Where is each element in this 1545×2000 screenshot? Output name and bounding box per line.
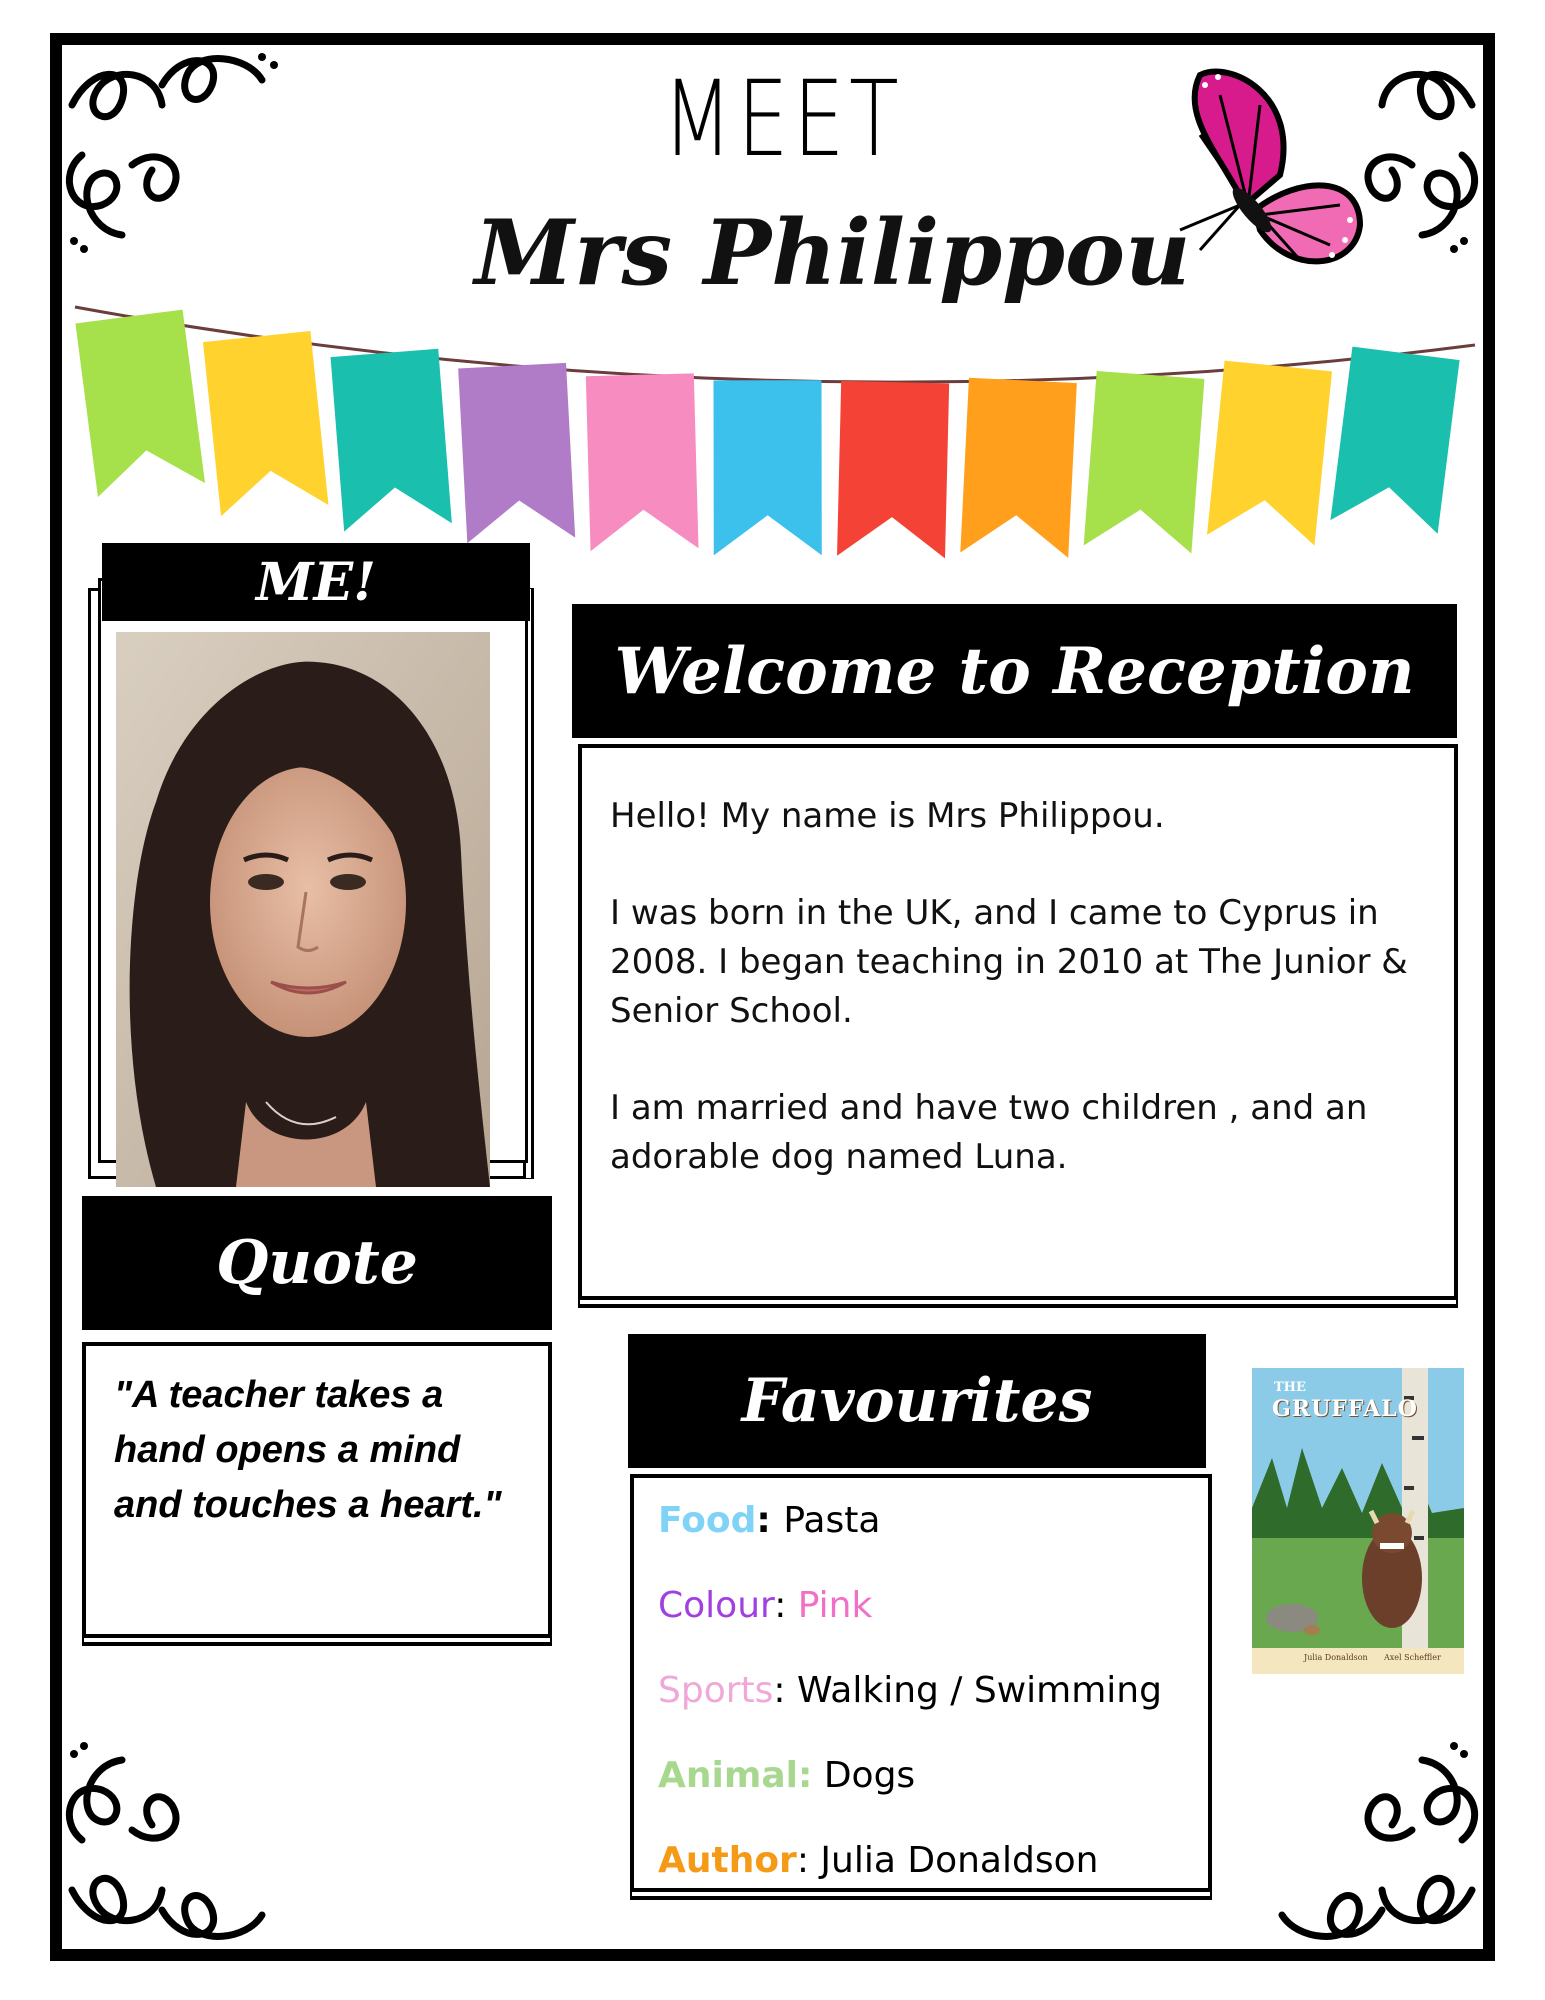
title-teacher-name: Mrs Philippou [474,200,1191,306]
bunting-flag [837,381,949,559]
favourite-separator: : [756,1500,784,1541]
favourite-item-food [658,1478,1208,1563]
favourites-title-bar: Favourites [628,1334,1206,1468]
favourite-item-sports [658,1648,1208,1733]
favourite-item-author [658,1818,1208,1903]
favourite-label: Author [658,1840,797,1881]
quote-title-bar: Quote [82,1196,552,1330]
favourite-label: Colour [658,1585,775,1626]
welcome-paragraph: Hello! My name is Mrs Philippou. [610,796,1165,836]
book-title: GRUFFALO [1272,1396,1418,1422]
teacher-photo [116,632,490,1187]
favourites-list-box [630,1474,1212,1892]
bunting-flag [714,380,822,555]
favourite-separator: : [796,1840,821,1881]
favourite-value: Pink [797,1585,873,1626]
title-meet: MEET [662,58,904,180]
favourite-separator: : [773,1670,797,1711]
bunting-flag [1084,371,1205,554]
welcome-paragraph: I am married and have two children , and an adorable dog named Luna. [610,1088,1368,1177]
bunting-flag [331,349,452,532]
favourite-value: Pasta [783,1500,881,1541]
bunting-flag [1207,361,1332,546]
bunting-flag [75,310,205,497]
bunting-flag [458,363,575,543]
favourite-label: Animal: [658,1755,813,1796]
favourite-label: Food [658,1500,757,1541]
bunting-flag [960,378,1077,558]
butterfly-icon [1160,55,1380,275]
bunting-flag [586,373,699,551]
favourite-value: Julia Donaldson [820,1840,1099,1881]
favourite-separator [812,1755,823,1796]
favourite-item-colour [658,1563,1208,1648]
book-author: Julia Donaldson [1304,1653,1368,1662]
favourite-label: Sports [658,1670,774,1711]
favourite-separator: : [774,1585,798,1626]
welcome-title-bar: Welcome to Reception [572,604,1457,738]
swirl-decoration-bottom-left [62,1740,292,1950]
welcome-text-box [578,744,1458,1300]
book-title-small: THE [1274,1380,1306,1395]
swirl-decoration-bottom-right [1252,1740,1482,1950]
welcome-paragraph: I was born in the UK, and I came to Cyprus in 2008. I began teaching in 2010 at The Junior & Senior School. [610,893,1408,1031]
gruffalo-book-cover [1252,1368,1464,1674]
quote-text-box [82,1342,552,1638]
favourite-value: Walking / Swimming [796,1670,1162,1711]
photo-label-bar: ME! [102,543,530,621]
bunting-flag [203,331,328,516]
quote-text: "A teacher takes a hand opens a mind and touches a heart." [114,1374,502,1526]
favourite-value: Dogs [823,1755,916,1796]
favourite-item-animal [658,1733,1208,1818]
bunting-flag [1330,347,1459,534]
book-illustrator: Axel Scheffler [1384,1653,1441,1662]
